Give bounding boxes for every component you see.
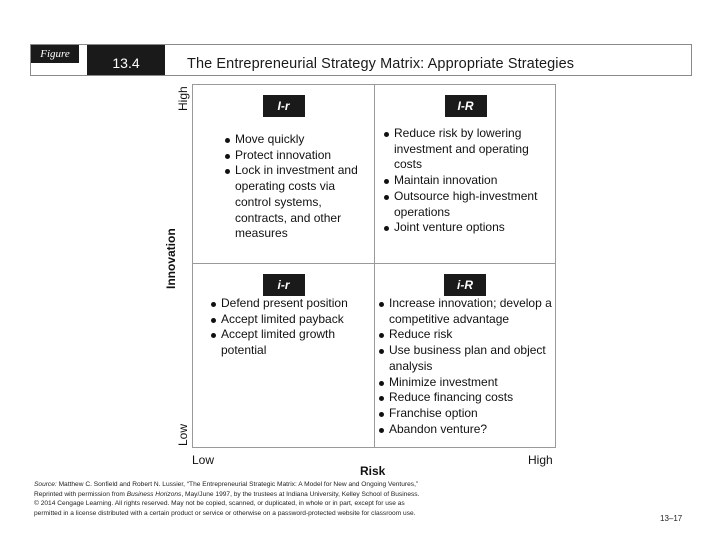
figure-title: The Entrepreneurial Strategy Matrix: Appropriate Strategies (187, 56, 575, 72)
x-axis-high-label: High (528, 453, 553, 467)
strategy-item: Protect innovation (224, 148, 374, 164)
figure-number: 13.4 (87, 45, 165, 75)
strategy-list (378, 296, 554, 437)
strategy-item: Use business plan and object analysis (378, 343, 554, 374)
strategy-item: Accept limited payback (210, 312, 370, 328)
strategy-item: Minimize investment (378, 375, 554, 391)
quadrant-label: I-r (263, 95, 305, 117)
strategy-item: Reduce financing costs (378, 390, 554, 406)
quadrant-low-innovation-high-risk (375, 264, 555, 447)
strategy-item: Reduce risk (378, 327, 554, 343)
source-prefix: Source: (34, 481, 57, 488)
strategy-item: Outsource high-investment operations (383, 189, 553, 220)
x-axis-low-label: Low (192, 453, 215, 467)
source-line-1: Matthew C. Sonfield and Robert N. Lussier, “The Entrepreneurial Strategic Matrix: A Model for New and Ongoing Ventures,” (56, 481, 419, 488)
strategy-matrix (192, 84, 556, 448)
y-axis-high-label: High (176, 86, 190, 111)
strategy-item: Move quickly (224, 132, 374, 148)
strategy-item: Joint venture options (383, 220, 553, 236)
quadrant-label: i-r (263, 274, 305, 296)
strategy-item: Increase innovation; develop a competitive advantage (378, 296, 554, 327)
quadrant-label: i-R (444, 274, 486, 296)
copyright-line: © 2014 Cengage Learning. All rights reserved. May not be copied, scanned, or duplicated, in whole or in part, except for use as (34, 500, 405, 508)
figure-header (30, 44, 692, 76)
y-axis-low-label: Low (176, 423, 190, 446)
quadrant-high-innovation-low-risk (193, 85, 374, 263)
strategy-item: Lock in investment and operating costs via control systems, contracts, and other measures (224, 163, 374, 242)
strategy-list (224, 132, 374, 242)
quadrant-high-innovation-high-risk (375, 85, 556, 263)
strategy-list (383, 126, 553, 236)
strategy-item: Maintain innovation (383, 173, 553, 189)
strategy-item: Reduce risk by lowering investment and operating costs (383, 126, 553, 173)
license-line: permitted in a license distributed with a certain product or service or otherwise on a password-protected website for classroom use. (34, 509, 416, 517)
source-line-2a: Reprinted with permission from (34, 490, 127, 498)
quadrant-label: I-R (445, 95, 487, 117)
strategy-item: Accept limited growth potential (210, 327, 370, 358)
source-journal: Business Horizons (126, 490, 182, 498)
page-number: 13–17 (660, 514, 683, 523)
y-axis-title: Innovation (164, 228, 178, 289)
strategy-item: Abandon venture? (378, 422, 554, 438)
figure-tag: Figure (31, 45, 79, 63)
strategy-list (210, 296, 370, 359)
quadrant-low-innovation-low-risk (193, 264, 374, 447)
strategy-item: Franchise option (378, 406, 554, 422)
x-axis-title: Risk (360, 464, 386, 478)
source-line-2b: , May/June 1997, by the trustees at Indiana University, Kelley School of Business. (181, 490, 420, 498)
source-note (34, 480, 574, 518)
strategy-item: Defend present position (210, 296, 370, 312)
